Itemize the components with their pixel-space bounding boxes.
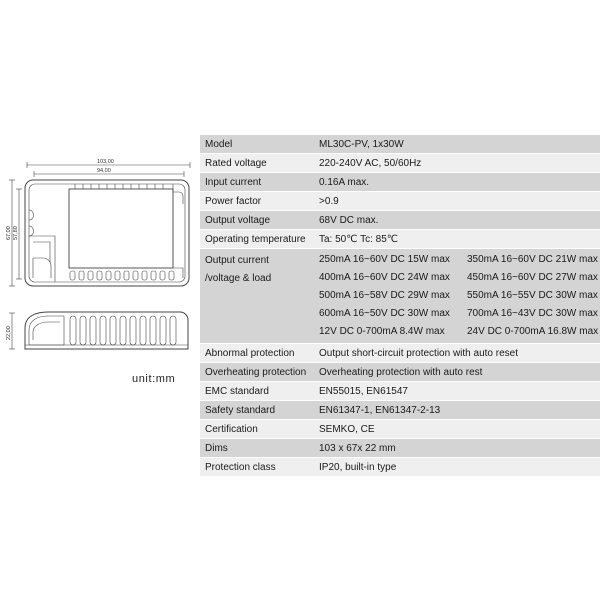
- spec-row-emc-standard: [200, 382, 600, 401]
- spec-value: Output short-circuit protection with auto reset: [313, 344, 600, 363]
- dim-overall-width: 67,00: [6, 226, 12, 240]
- spec-label: Certification: [200, 420, 313, 439]
- technical-drawing: [0, 0, 200, 600]
- load-entry: 12V DC 0-700mA 8.4W max: [319, 326, 445, 337]
- spec-label: Rated voltage: [200, 154, 313, 173]
- dim-height: 22,00: [6, 326, 12, 340]
- spec-label: Abnormal protection: [200, 344, 313, 363]
- spec-row-dims: [200, 439, 600, 458]
- spec-label: Output voltage: [200, 211, 313, 230]
- output-label-line1: Output current: [205, 255, 269, 266]
- spec-label: Protection class: [200, 458, 313, 477]
- spec-row-output-voltage: [200, 211, 600, 230]
- spec-label: Dims: [200, 439, 313, 458]
- spec-value: Ta: 50℃ Tc: 85℃: [313, 230, 600, 249]
- spec-value: >0.9: [313, 192, 600, 211]
- top-view-drawing: [9, 162, 190, 286]
- load-entry: 400mA 16~60V DC 24W max: [319, 272, 450, 283]
- spec-row-rated-voltage: [200, 154, 600, 173]
- dim-mount-width: 57,80: [13, 226, 19, 240]
- unit-label: unit:mm: [132, 373, 176, 385]
- load-entry: 250mA 16~60V DC 15W max: [319, 254, 450, 265]
- spec-value: EN61347-1, EN61347-2-13: [313, 401, 600, 420]
- spec-row-input-current: [200, 173, 600, 192]
- spec-label: Operating temperature: [200, 230, 313, 249]
- spec-value: 103 x 67x 22 mm: [313, 439, 600, 458]
- spec-row-operating-temperature: [200, 230, 600, 249]
- spec-label: [200, 249, 313, 344]
- spec-row-model: [200, 135, 600, 154]
- output-load-grid: [313, 249, 600, 344]
- spec-label: EMC standard: [200, 382, 313, 401]
- spec-label: Model: [200, 135, 313, 154]
- spec-table: [200, 135, 600, 477]
- spec-row-protection-class: [200, 458, 600, 477]
- dim-mount-length: 94,00: [97, 168, 111, 174]
- load-entry: 500mA 16~58V DC 29W max: [319, 290, 450, 301]
- spec-row-safety-standard: [200, 401, 600, 420]
- load-entry: 600mA 16~50V DC 30W max: [319, 308, 450, 319]
- load-entry: 700mA 16~43V DC 30W max: [467, 308, 598, 319]
- spec-value: 0.16A max.: [313, 173, 600, 192]
- side-view-drawing: [9, 312, 188, 349]
- load-entry: 550mA 16~55V DC 30W max: [467, 290, 598, 301]
- spec-value: EN55015, EN61547: [313, 382, 600, 401]
- spec-label: Power factor: [200, 192, 313, 211]
- spec-row-output-current: [200, 249, 600, 344]
- load-entry: 350mA 16~60V DC 21W max: [467, 254, 598, 265]
- spec-value: Overheating protection with auto rest: [313, 363, 600, 382]
- load-entry: 24V DC 0-700mA 16.8W max: [467, 326, 599, 337]
- spec-value: SEMKO, CE: [313, 420, 600, 439]
- spec-row-overheating-protection: [200, 363, 600, 382]
- spec-label: Input current: [200, 173, 313, 192]
- spec-row-power-factor: [200, 192, 600, 211]
- dim-overall-length: 103,00: [97, 159, 114, 165]
- spec-value: IP20, built-in type: [313, 458, 600, 477]
- spec-row-abnormal-protection: [200, 344, 600, 363]
- spec-value: ML30C-PV, 1x30W: [313, 135, 600, 154]
- spec-value: 68V DC max.: [313, 211, 600, 230]
- spec-label: Safety standard: [200, 401, 313, 420]
- output-label-line2: /voltage & load: [205, 273, 272, 284]
- load-entry: 450mA 16~60V DC 27W max: [467, 272, 598, 283]
- spec-label: Overheating protection: [200, 363, 313, 382]
- spec-value: 220-240V AC, 50/60Hz: [313, 154, 600, 173]
- spec-row-certification: [200, 420, 600, 439]
